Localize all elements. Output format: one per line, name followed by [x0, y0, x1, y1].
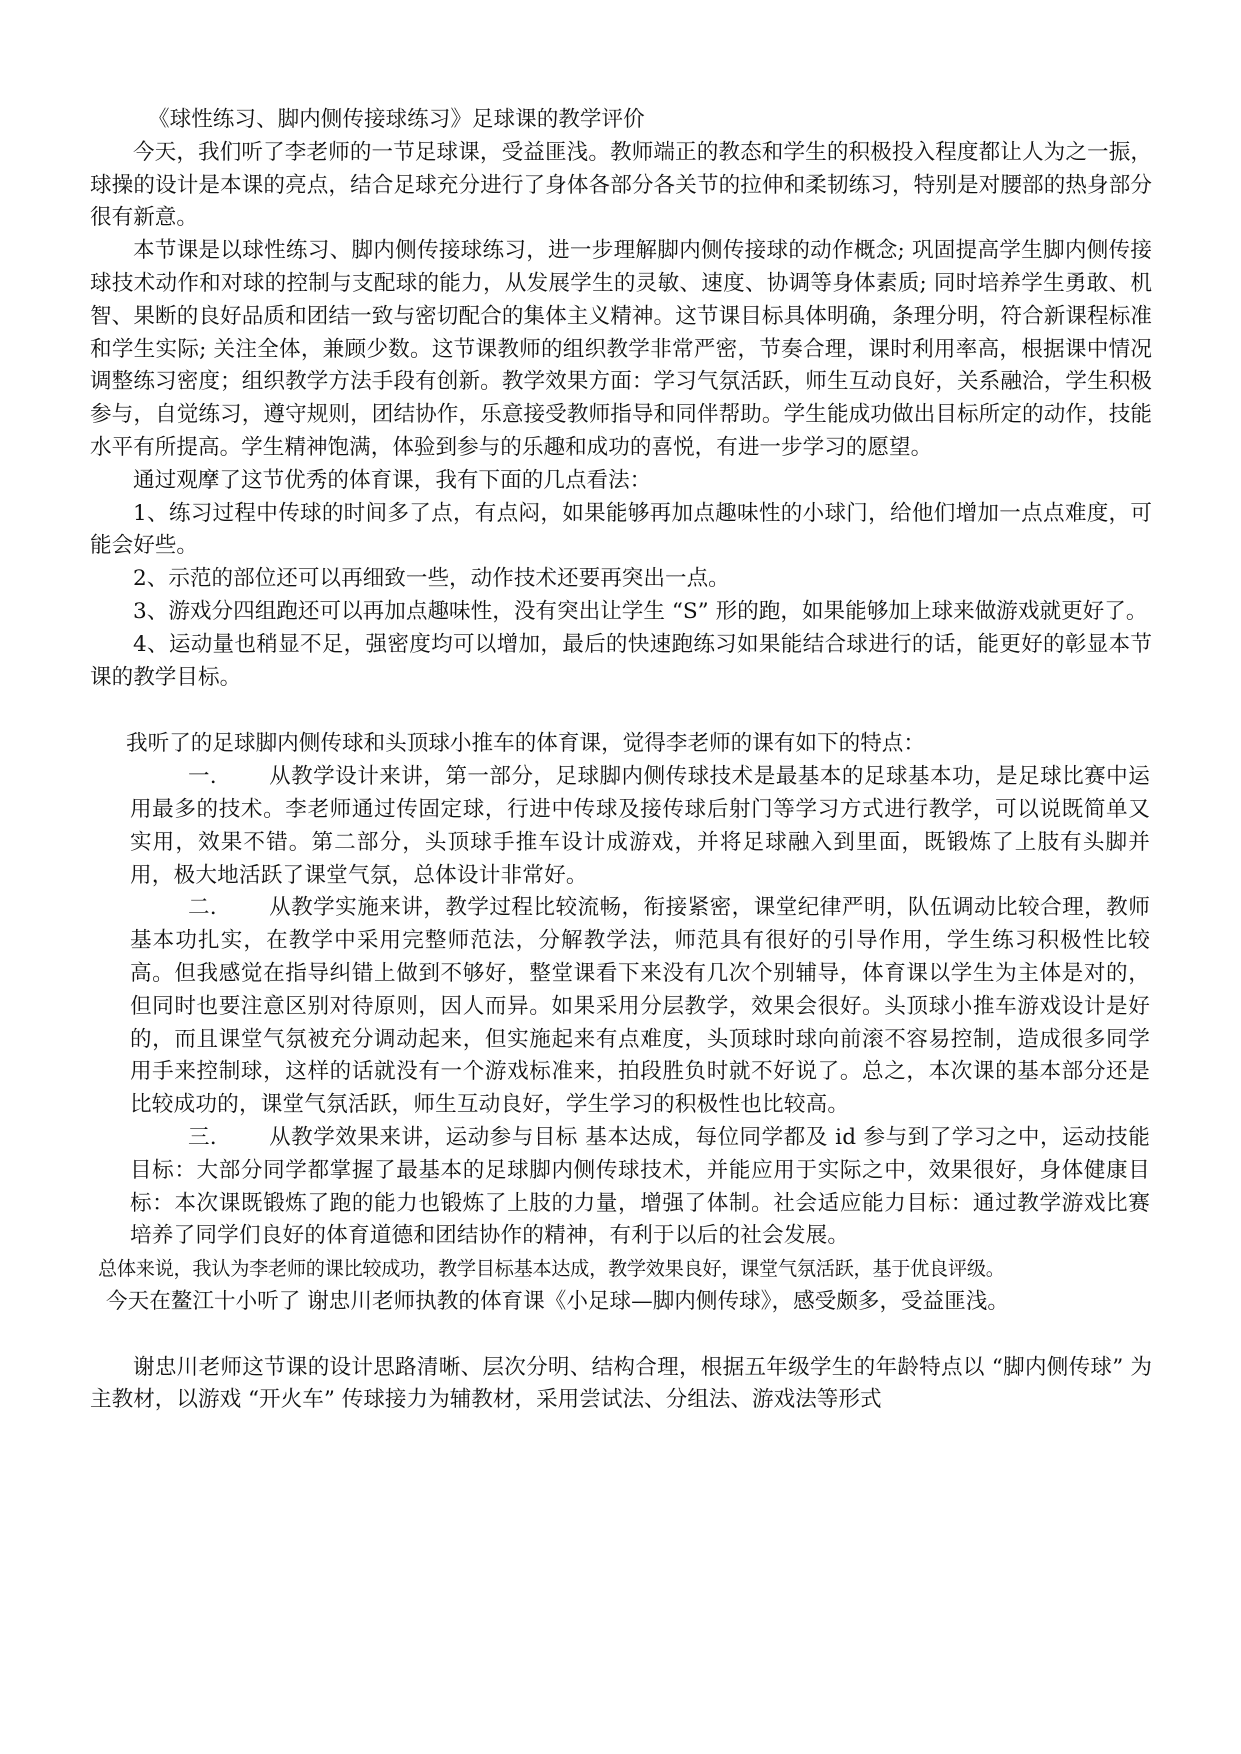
opinion-item-4: 4、运动量也稍显不足，强密度均可以增加，最后的快速跑练习如果能结合球进行的话，能更好的彰显本节课的教学目标。: [90, 631, 1152, 690]
section-spacer: [90, 1319, 1152, 1352]
point-marker: 一.: [188, 764, 217, 790]
evaluation-point-1: [130, 761, 1150, 892]
document-body: [90, 104, 1152, 1417]
evaluation-point-2: [130, 892, 1150, 1122]
point-text: 从教学效果来讲，运动参与目标 基本达成，每位同学都及 id 参与到了学习之中，运动技能目标：大部分同学都掌握了最基本的足球脚内侧传球技术，并能应用于实际之中，效果很好，身体健康目标：本次课既锻炼了跑的能力也锻炼了上肢的力量，增强了体制。社会适应能力目标：通过教学游戏比赛培养了同学们良好的体育道德和团结协作的精神，有利于以后的社会发展。: [130, 1124, 1150, 1249]
opinion-item-1: 1、练习过程中传球的时间多了点，有点闷，如果能够再加点趣味性的小球门，给他们增加一点点难度，可能会好些。: [90, 500, 1152, 559]
section2-intro: 我听了的足球脚内侧传球和头顶球小推车的体育课，觉得李老师的课有如下的特点：: [126, 731, 925, 757]
opinion-item-2: 2、示范的部位还可以再细致一些，动作技术还要再突出一点。: [133, 566, 730, 592]
paragraph-intro: 今天，我们听了李老师的一节足球课，受益匪浅。教师端正的教态和学生的积极投入程度都让人为之一振，球操的设计是本课的亮点，结合足球充分进行了身体各部分各关节的拉伸和柔韧练习，特别是对腰部的热身部分很有新意。: [90, 139, 1152, 231]
point-marker: 三.: [188, 1124, 217, 1150]
evaluation-point-3: [130, 1122, 1150, 1253]
point-text: 从教学设计来讲，第一部分，足球脚内侧传球技术是最基本的足球基本功，是足球比赛中运用最多的技术。李老师通过传固定球，行进中传球及接传球后射门等学习方式进行教学，可以说既简单又实用，效果不错。第二部分，头顶球手推车设计成游戏，并将足球融入到里面，既锻炼了上肢有头脚并用，极大地活跃了课堂气氛，总体设计非常好。: [130, 764, 1150, 888]
section3-intro: 今天在鳌江十小听了 谢忠川老师执教的体育课《小足球—脚内侧传球》，感受颇多，受益匪浅。: [106, 1288, 1010, 1314]
paragraph-objectives: 本节课是以球性练习、脚内侧传接球练习，进一步理解脚内侧传接球的动作概念; 巩固提高学生脚内侧传接球技术动作和对球的控制与支配球的能力，从发展学生的灵敏、速度、协调等身体素质; 同时培养学生勇敢、机智、果断的良好品质和团结一致与密切配合的集体主义精神。这节课目标具体明确，条理分明，符合新课程标准和学生实际; 关注全体，兼顾少数。这节课教师的组织教学非常严密，节奏合理，课时利用率高，根据课中情况调整练习密度；组织教学方法手段有创新。教学效果方面：学习气氛活跃，师生互动良好，关系融洽，学生积极参与，自觉练习，遵守规则，团结协作，乐意接受教师指导和同伴帮助。学生能成功做出目标所定的动作，技能水平有所提高。学生精神饱满，体验到参与的乐趣和成功的喜悦，有进一步学习的愿望。: [90, 238, 1152, 460]
summary-paragraph: 总体来说，我认为李老师的课比较成功，教学目标基本达成，教学效果良好，课堂气氛活跃，基于优良评级。: [98, 1257, 1005, 1281]
document-title: 《球性练习、脚内侧传接球练习》足球课的教学评价: [148, 107, 645, 132]
section3-design: 谢忠川老师这节课的设计思路清晰、层次分明、结构合理，根据五年级学生的年龄特点以 “脚内侧传球” 为主教材，以游戏 “开火车” 传球接力为辅教材，采用尝试法、分组法、游戏法等形式: [90, 1354, 1152, 1413]
evaluation-points: [130, 761, 1150, 1253]
paragraph-opinions-lead: 通过观摩了这节优秀的体育课，我有下面的几点看法：: [133, 467, 652, 493]
point-marker: 二.: [188, 895, 217, 921]
point-text: 从教学实施来讲，教学过程比较流畅，衔接紧密，课堂纪律严明，队伍调动比较合理，教师基本功扎实，在教学中采用完整师范法，分解教学法，师范具有很好的引导作用，学生练习积极性比较高。但我感觉在指导纠错上做到不够好，整堂课看下来没有几次个别辅导，体育课以学生为主体是对的，但同时也要注意区别对待原则，因人而异。如果采用分层教学，效果会很好。头顶球小推车游戏设计是好的，而且课堂气氛被充分调动起来，但实施起来有点难度，头顶球时球向前滚不容易控制，造成很多同学用手来控制球，这样的话就没有一个游戏标准来，拍段胜负时就不好说了。总之，本次课的基本部分还是比较成功的，课堂气氛活跃，师生互动良好，学生学习的积极性也比较高。: [130, 895, 1150, 1118]
section3: [90, 1286, 1152, 1417]
section-spacer: [90, 694, 1152, 728]
opinion-item-3: 3、游戏分四组跑还可以再加点趣味性，没有突出让学生 “S” 形的跑，如果能够加上球来做游戏就更好了。: [133, 598, 1148, 624]
